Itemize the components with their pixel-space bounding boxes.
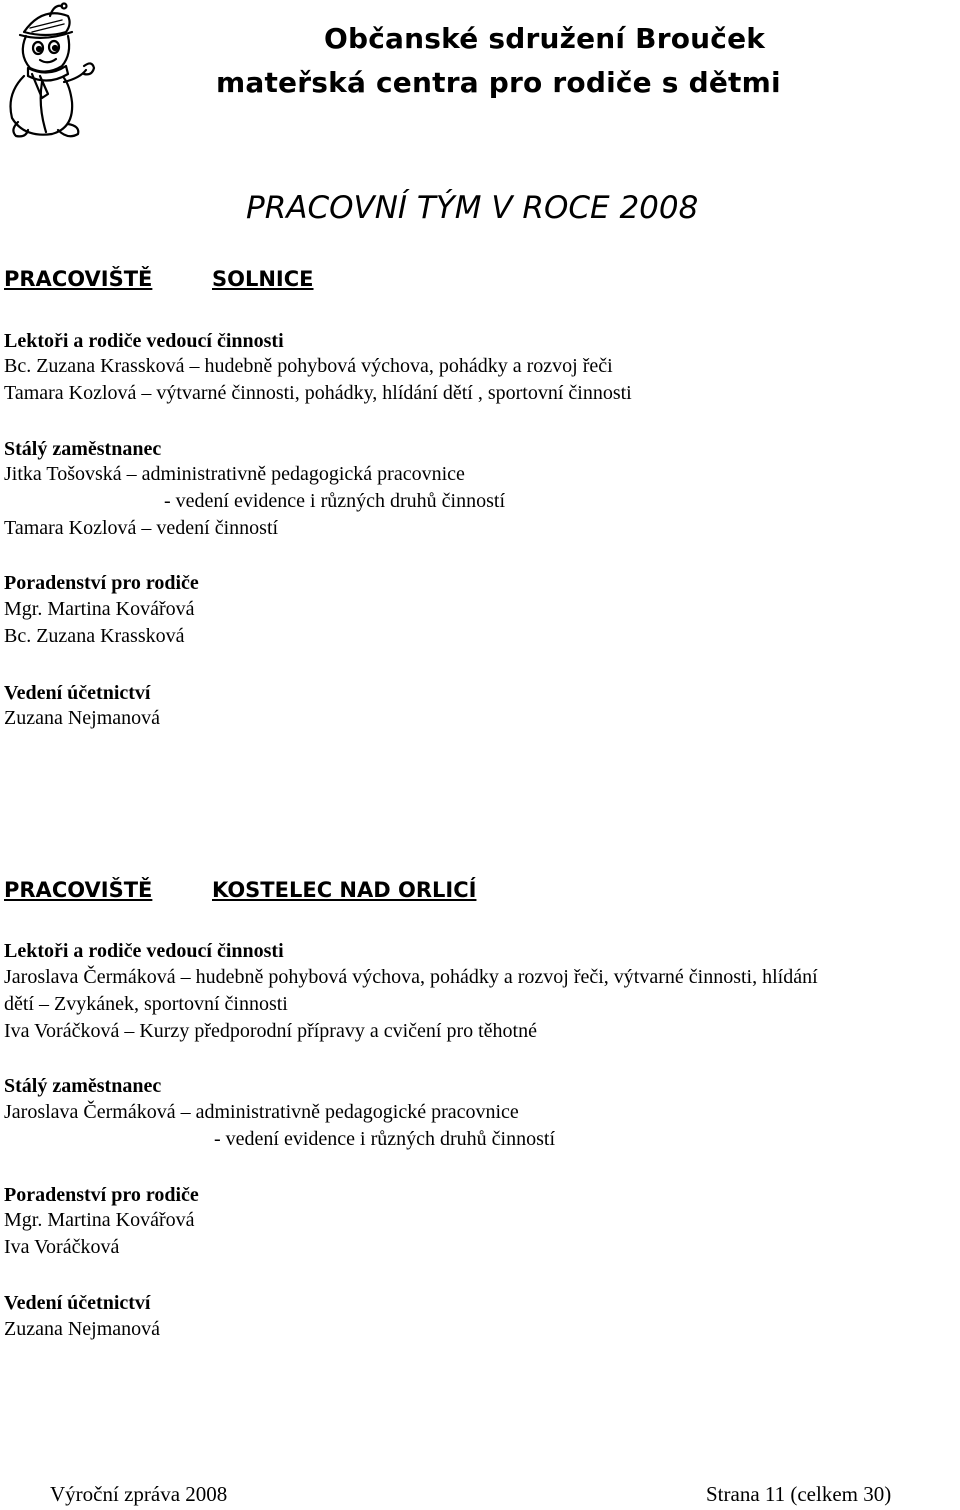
list-item: Tamara Kozlová – výtvarné činnosti, pohádky, hlídání dětí , sportovní činnosti (4, 382, 632, 404)
section-place-kostelec: KOSTELEC NAD ORLICÍ (212, 878, 477, 902)
list-item: Zuzana Nejmanová (4, 707, 161, 729)
group-heading-staff: Stálý zaměstnanec (4, 438, 162, 460)
list-item: Iva Voráčková – Kurzy předporodní přípravy a cvičení pro těhotné (4, 1020, 537, 1042)
group-heading-lecturers: Lektoři a rodiče vedoucí činnosti (4, 940, 284, 962)
list-item: Bc. Zuzana Krassková (4, 625, 185, 647)
section-label-workplace-2: PRACOVIŠTĚ (4, 878, 153, 902)
list-item: Zuzana Nejmanová (4, 1318, 161, 1340)
group-heading-lecturers: Lektoři a rodiče vedoucí činnosti (4, 330, 284, 352)
list-item: - vedení evidence i různých druhů činností (214, 1128, 555, 1150)
group-heading-counseling: Poradenství pro rodiče (4, 572, 199, 594)
list-item: Jitka Tošovská – administrativně pedagogická pracovnice (4, 463, 465, 485)
beetle-mascot-icon (2, 2, 120, 142)
list-item: Jaroslava Čermáková – hudebně pohybová výchova, pohádky a rozvoj řeči, výtvarné činnosti, hlídání (4, 966, 818, 988)
list-item: dětí – Zvykánek, sportovní činnosti (4, 993, 288, 1015)
section-label-workplace-1: PRACOVIŠTĚ (4, 267, 153, 291)
list-item: Bc. Zuzana Krassková – hudebně pohybová výchova, pohádky a rozvoj řeči (4, 355, 613, 377)
section-place-solnice: SOLNICE (212, 267, 314, 291)
group-heading-accounting: Vedení účetnictví (4, 682, 151, 704)
list-item: Mgr. Martina Kovářová (4, 1209, 195, 1231)
footer-page-number: Strana 11 (celkem 30) (706, 1482, 892, 1506)
list-item: Jaroslava Čermáková – administrativně pedagogické pracovnice (4, 1101, 519, 1123)
group-heading-staff: Stálý zaměstnanec (4, 1075, 162, 1097)
list-item: Tamara Kozlová – vedení činností (4, 517, 279, 539)
organization-name: Občanské sdružení Brouček (324, 22, 766, 55)
list-item: Mgr. Martina Kovářová (4, 598, 195, 620)
page-title: PRACOVNÍ TÝM V ROCE 2008 (246, 190, 699, 226)
organization-subtitle: mateřská centra pro rodiče s dětmi (216, 66, 781, 99)
group-heading-counseling: Poradenství pro rodiče (4, 1184, 199, 1206)
group-heading-accounting: Vedení účetnictví (4, 1292, 151, 1314)
list-item: - vedení evidence i různých druhů činností (164, 490, 505, 512)
footer-report-title: Výroční zpráva 2008 (50, 1482, 228, 1506)
list-item: Iva Voráčková (4, 1236, 120, 1258)
